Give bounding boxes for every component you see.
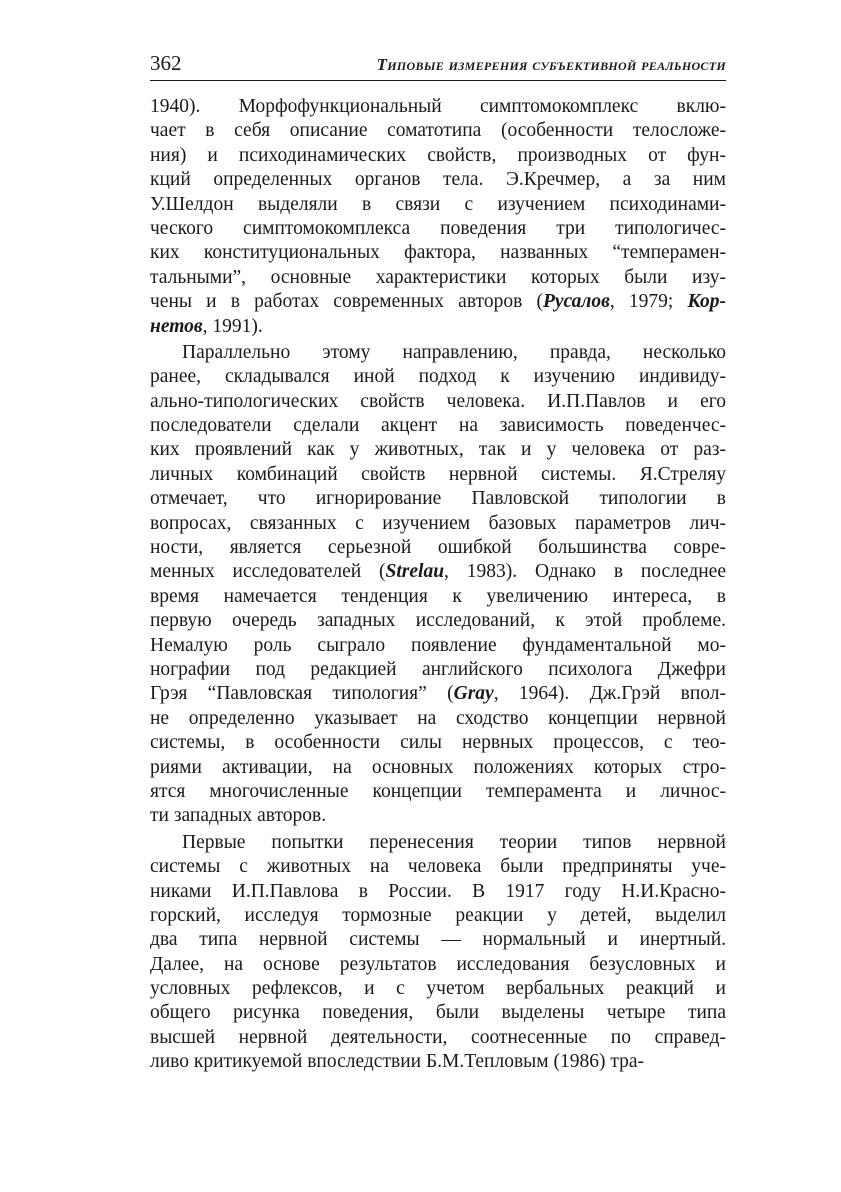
text-line: Первые попытки перенесения теории типов нервной bbox=[182, 831, 726, 853]
text-line: 1940). Морфофункциональный симптомокомплекс вклю- bbox=[150, 96, 726, 117]
text-line: два типа нервной системы — нормальный и инертный. bbox=[150, 929, 726, 951]
text-line: ких конституциональных фактора, названных “темперамен- bbox=[150, 242, 726, 264]
running-title: Типовые измерения субъективной реальности bbox=[376, 55, 726, 74]
text-line: системы с животных на человека были предприняты уче- bbox=[150, 856, 726, 878]
text-line: общего рисунка поведения, были выделены четыре типа bbox=[150, 1002, 726, 1024]
paragraph-1 bbox=[150, 95, 726, 339]
text-line: первую очередь западных исследований, к этой проблеме. bbox=[150, 610, 726, 632]
text-line: системы, в особенности силы нервных процессов, с тео- bbox=[150, 732, 726, 754]
text-line: ти западных авторов. bbox=[150, 805, 327, 827]
text-line: ливо критикуемой впоследствии Б.М.Тепловым (1986) тра- bbox=[150, 1051, 645, 1073]
body-text bbox=[150, 95, 726, 1075]
text-line: Параллельно этому направлению, правда, несколько bbox=[182, 341, 726, 363]
text-line: кций определенных органов тела. Э.Кречмер, а за ним bbox=[150, 169, 726, 191]
paragraph-2 bbox=[150, 341, 726, 829]
text-line: вопросах, связанных с изучением базовых параметров лич- bbox=[150, 512, 726, 534]
text-line: нетов, 1991). bbox=[150, 315, 263, 337]
text-line: риями активации, на основных положениях которых стро- bbox=[150, 756, 726, 778]
text-line: отмечает, что игнорирование Павловской типологии в bbox=[150, 488, 726, 510]
text-line: время намечается тенденция к увеличению интереса, в bbox=[150, 585, 726, 607]
text-line: последователи сделали акцент на зависимость поведенчес- bbox=[150, 415, 726, 437]
text-line: тальными”, основные характеристики которых были изу- bbox=[150, 266, 726, 288]
text-line: менных исследователей (Strelau, 1983). Однако в последнее bbox=[150, 561, 726, 583]
text-line: Немалую роль сыграло появление фундаментальной мо- bbox=[150, 634, 726, 656]
text-line: никами И.П.Павлова в России. В 1917 году Н.И.Красно- bbox=[150, 880, 726, 902]
text-line: ятся многочисленные концепции темперамента и личнос- bbox=[150, 780, 726, 802]
text-line: ких проявлений как у животных, так и у человека от раз- bbox=[150, 439, 726, 461]
text-line: высшей нервной деятельности, соотнесенные по справед- bbox=[150, 1026, 726, 1048]
running-head bbox=[150, 50, 726, 81]
text-line: нографии под редакцией английского психолога Джефри bbox=[150, 658, 726, 680]
paragraph-3 bbox=[150, 831, 726, 1075]
text-line: личных комбинаций свойств нервной системы. Я.Стреляу bbox=[150, 463, 726, 485]
text-line: ческого симптомокомплекса поведения три типологичес- bbox=[150, 217, 726, 239]
text-line: Далее, на основе результатов исследования безусловных и bbox=[150, 953, 726, 975]
text-line: ранее, складывался иной подход к изучению индивиду- bbox=[150, 366, 726, 388]
text-line: не определенно указывает на сходство концепции нервной bbox=[150, 707, 726, 729]
text-line: чены и в работах современных авторов (Русалов, 1979; Кор- bbox=[150, 291, 726, 313]
text-line: горский, исследуя тормозные реакции у детей, выделил bbox=[150, 904, 726, 926]
text-line: ния) и психодинамических свойств, производных от фун- bbox=[150, 144, 726, 166]
text-line: У.Шелдон выделяли в связи с изучением психодинами- bbox=[150, 193, 726, 215]
text-line: ально-типологических свойств человека. И.П.Павлов и его bbox=[150, 390, 726, 412]
text-line: условных рефлексов, и с учетом вербальных реакций и bbox=[150, 978, 726, 1000]
text-line: чает в себя описание соматотипа (особенности телосложе- bbox=[150, 120, 726, 142]
text-line: ности, является серьезной ошибкой большинства совре- bbox=[150, 537, 726, 559]
page-number: 362 bbox=[150, 51, 182, 75]
book-page bbox=[150, 50, 726, 1075]
text-line: Грэя “Павловская типология” (Gray, 1964). Дж.Грэй впол- bbox=[150, 683, 727, 705]
